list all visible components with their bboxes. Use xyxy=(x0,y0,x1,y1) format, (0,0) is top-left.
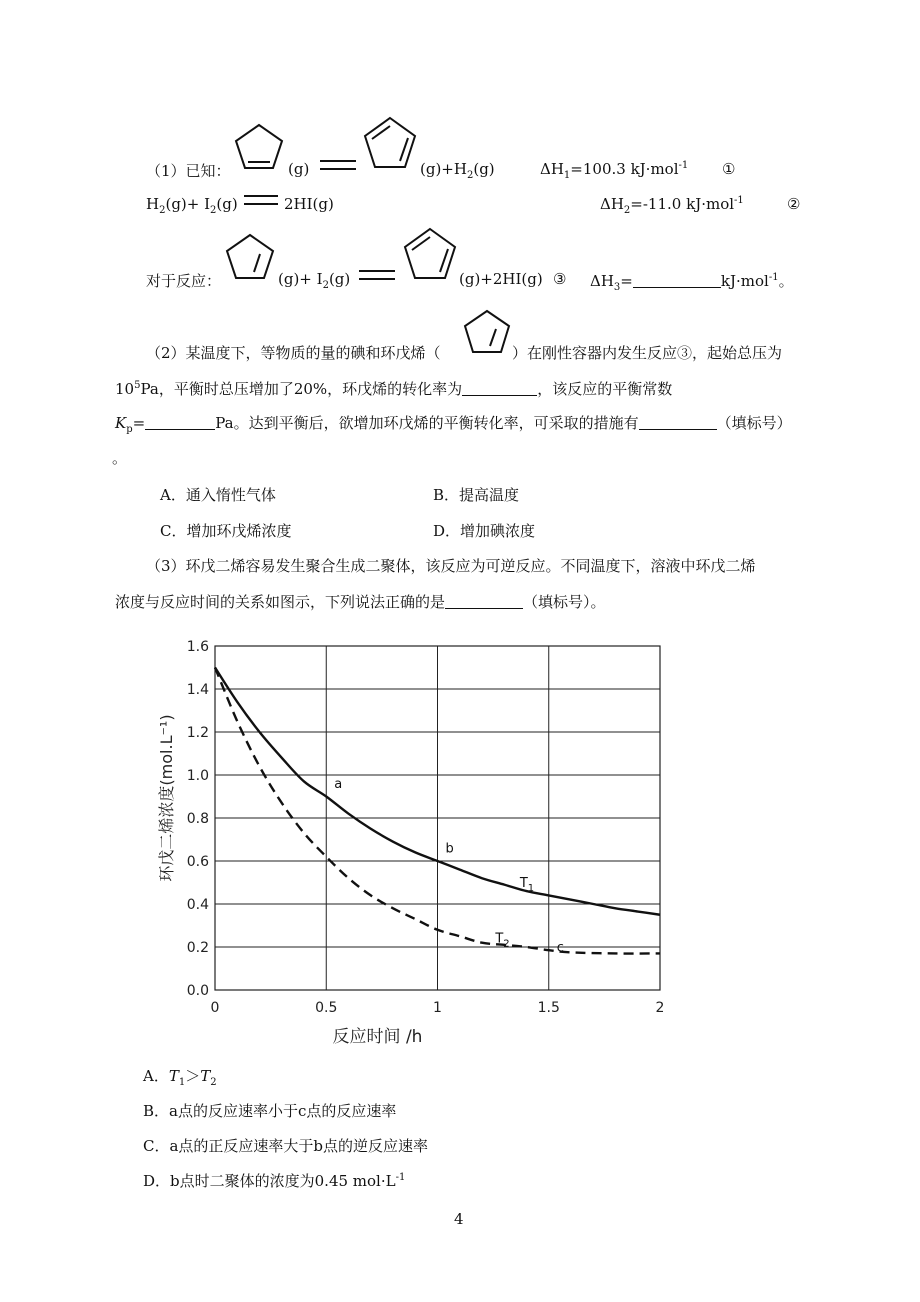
q3-line1: （3）环戊二烯容易发生聚合生成二聚体，该反应为可逆反应。不同温度下，溶液中环戊二烯 xyxy=(146,557,756,575)
equilibrium-sign-icon xyxy=(353,269,401,287)
concentration-chart xyxy=(150,630,680,1054)
q2-option-b: B．提高温度 xyxy=(433,486,520,504)
q3-answer-blank[interactable] xyxy=(445,594,523,609)
q1-dh2: $\Delta H_2=-11.0$ kJ·mol$^{-1}$ xyxy=(600,195,744,216)
point-label-b: b xyxy=(445,841,454,857)
y-tick-label: 1.6 xyxy=(186,639,209,655)
q3-option-d: D．b点时二聚体的浓度为0.45 $mol\cdot L^{-1}$ xyxy=(143,1172,406,1190)
cyclopentadiene-icon xyxy=(362,115,418,171)
q1-dh3: $\Delta H_3= kJ\cdot mol^{-1}$。 xyxy=(590,272,794,293)
q1-mark1: ① xyxy=(722,160,736,178)
q2-line2: $10^5Pa$，平衡时总压增加了20%，环戊烯的转化率为 ，该反应的平衡常数 xyxy=(115,380,673,398)
y-tick-label: 0.0 xyxy=(186,983,209,999)
q3-option-c: C．a点的正反应速率大于b点的逆反应速率 xyxy=(143,1137,429,1155)
cyclopentene-icon xyxy=(233,122,285,172)
equilibrium-sign-icon xyxy=(314,159,362,177)
q2-option-a: A．通入惰性气体 xyxy=(160,486,276,504)
x-axis-label: 反应时间 /h xyxy=(332,1027,423,1047)
kp-answer-blank[interactable] xyxy=(145,415,215,430)
y-tick-label: 0.6 xyxy=(186,854,209,870)
y-tick-label: 1.0 xyxy=(186,768,209,784)
chart-svg xyxy=(150,630,680,1050)
q1-line3-products: (g)+2HI(g) xyxy=(459,270,543,288)
q1-mark2: ② xyxy=(787,195,801,213)
measure-answer-blank[interactable] xyxy=(639,415,717,430)
q1-line2-right: 2HI(g) xyxy=(284,195,334,213)
curve-label-t1: $T_1$ xyxy=(519,875,535,894)
cyclopentadiene-icon xyxy=(402,226,458,282)
point-label-c: c xyxy=(556,940,564,956)
q1-line3-reactants: $(g)+ I_2(g)$ xyxy=(278,270,351,291)
x-tick-label: 1.5 xyxy=(537,1000,560,1016)
point-label-a: a xyxy=(334,777,343,793)
q2-line4: 。 xyxy=(112,449,128,467)
q1-g1: (g) xyxy=(288,160,310,178)
x-tick-label: 2 xyxy=(655,1000,665,1016)
y-tick-label: 0.2 xyxy=(186,940,209,956)
q1-line3-prefix: 对于反应： xyxy=(146,272,222,290)
y-axis-label: 环戊二烯浓度(mol.L⁻¹) xyxy=(157,714,176,882)
y-tick-label: 1.2 xyxy=(186,725,209,741)
dh3-answer-blank[interactable] xyxy=(633,273,721,288)
curve-label-t2: $T_2$ xyxy=(495,931,510,950)
q2-line1a: （2）某温度下，等物质的量的碘和环戊烯（ xyxy=(146,344,441,362)
y-tick-label: 0.4 xyxy=(186,897,209,913)
y-tick-label: 0.8 xyxy=(186,811,209,827)
cyclopentene-icon xyxy=(462,308,512,356)
cyclopentene-icon xyxy=(224,232,276,282)
q1-line2-left: $H_2(g)+ I_2(g)$ xyxy=(146,195,238,216)
x-tick-label: 1 xyxy=(433,1000,442,1016)
q1-line1-prefix: （1）已知： xyxy=(146,162,231,180)
q2-line3: $K_p= Pa$。达到平衡后，欲增加环戊烯的平衡转化率，可采取的措施有 （填标号） xyxy=(115,414,792,435)
q2-line1b: ）在刚性容器内发生反应③，起始总压为 xyxy=(512,344,783,362)
q1-dh1: $\Delta H_1=100.3$ kJ·mol$^{-1}$ xyxy=(540,160,689,181)
q3-line2: 浓度与反应时间的关系如图示，下列说法正确的是 （填标号）。 xyxy=(115,593,606,611)
q3-option-b: B．a点的反应速率小于c点的反应速率 xyxy=(143,1102,397,1120)
q2-option-c: C．增加环戊烯浓度 xyxy=(160,522,292,540)
y-tick-label: 1.4 xyxy=(186,682,209,698)
q1-mark3: ③ xyxy=(553,270,567,288)
q3-option-a: A．$T_1>T_2$ xyxy=(143,1067,217,1088)
q2-option-d: D．增加碘浓度 xyxy=(433,522,536,540)
conversion-answer-blank[interactable] xyxy=(462,381,537,396)
q1-g2: $(g)+H_2(g)$ xyxy=(420,160,495,181)
page-number: 4 xyxy=(454,1210,464,1228)
x-tick-label: 0.5 xyxy=(315,1000,338,1016)
equilibrium-sign-icon xyxy=(238,194,282,212)
x-tick-label: 0 xyxy=(210,1000,220,1016)
